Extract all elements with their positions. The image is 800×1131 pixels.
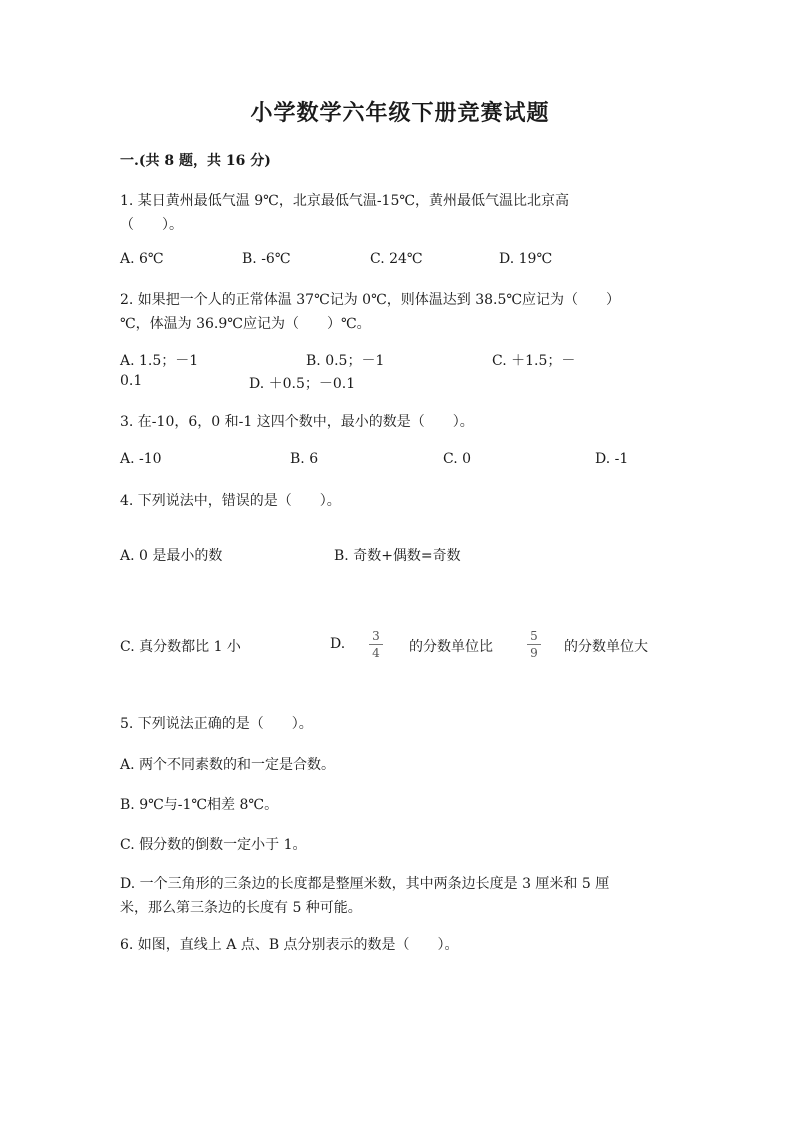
q2-option-d: D. ＋0.5；－0.1 — [249, 376, 356, 392]
q5-option-c: C. 假分数的倒数一定小于 1。 — [120, 837, 307, 853]
q4-option-d-label: D. — [330, 636, 346, 652]
q4-option-c: C. 真分数都比 1 小 — [120, 639, 241, 655]
q5-option-a: A. 两个不同素数的和一定是合数。 — [120, 757, 336, 773]
q1-option-b: B. -6℃ — [242, 251, 291, 267]
page-title: 小学数学六年级下册竞赛试题 — [250, 100, 550, 126]
question-4-text: 4. 下列说法中，错误的是（ ）。 — [120, 493, 341, 509]
q2-option-a: A. 1.5；－1 — [120, 353, 199, 369]
question-6-text: 6. 如图，直线上 A 点、B 点分别表示的数是（ ）。 — [120, 937, 459, 953]
fraction-numerator: 5 — [530, 629, 538, 643]
fraction-three-fourths — [367, 629, 385, 660]
q5-option-b: B. 9℃与-1℃相差 8℃。 — [120, 797, 279, 813]
question-2-text-cont: ℃，体温为 36.9℃应记为（ ）℃。 — [120, 316, 371, 332]
q2-option-b: B. 0.5；－1 — [306, 353, 385, 369]
fraction-numerator: 3 — [372, 629, 380, 643]
fraction-bar — [527, 644, 541, 645]
q4-option-a: A. 0 是最小的数 — [120, 548, 223, 564]
q5-option-d-cont: 米，那么第三条边的长度有 5 种可能。 — [120, 900, 362, 916]
section-heading: 一.(共 8 题，共 16 分) — [120, 153, 271, 169]
q4-option-d-middle: 的分数单位比 — [409, 639, 493, 655]
q5-option-d: D. 一个三角形的三条边的长度都是整厘米数，其中两条边长度是 3 厘米和 5 厘 — [120, 876, 610, 892]
q1-option-c: C. 24℃ — [370, 251, 423, 267]
q2-option-c: C. ＋1.5；－ — [492, 353, 576, 369]
question-5-text: 5. 下列说法正确的是（ ）。 — [120, 716, 313, 732]
fraction-denominator: 9 — [530, 646, 538, 660]
fraction-five-ninths — [525, 629, 543, 660]
question-1-text: 1. 某日黄州最低气温 9℃，北京最低气温-15℃，黄州最低气温比北京高 — [120, 193, 570, 209]
q3-option-d: D. -1 — [595, 451, 629, 467]
q4-option-d-suffix: 的分数单位大 — [564, 639, 648, 655]
fraction-denominator: 4 — [372, 646, 380, 660]
q3-option-a: A. -10 — [120, 451, 162, 467]
q4-option-b: B. 奇数+偶数=奇数 — [334, 548, 461, 564]
q3-option-c: C. 0 — [443, 451, 472, 467]
q1-option-d: D. 19℃ — [499, 251, 553, 267]
question-1-blank: （ ）。 — [120, 217, 183, 233]
question-2-text: 2. 如果把一个人的正常体温 37℃记为 0℃，则体温达到 38.5℃应记为（ ） — [120, 292, 621, 308]
q1-option-a: A. 6℃ — [120, 251, 164, 267]
fraction-bar — [369, 644, 383, 645]
q2-option-c-cont: 0.1 — [120, 373, 143, 389]
q3-option-b: B. 6 — [290, 451, 319, 467]
question-3-text: 3. 在-10，6，0 和-1 这四个数中，最小的数是（ ）。 — [120, 414, 474, 430]
